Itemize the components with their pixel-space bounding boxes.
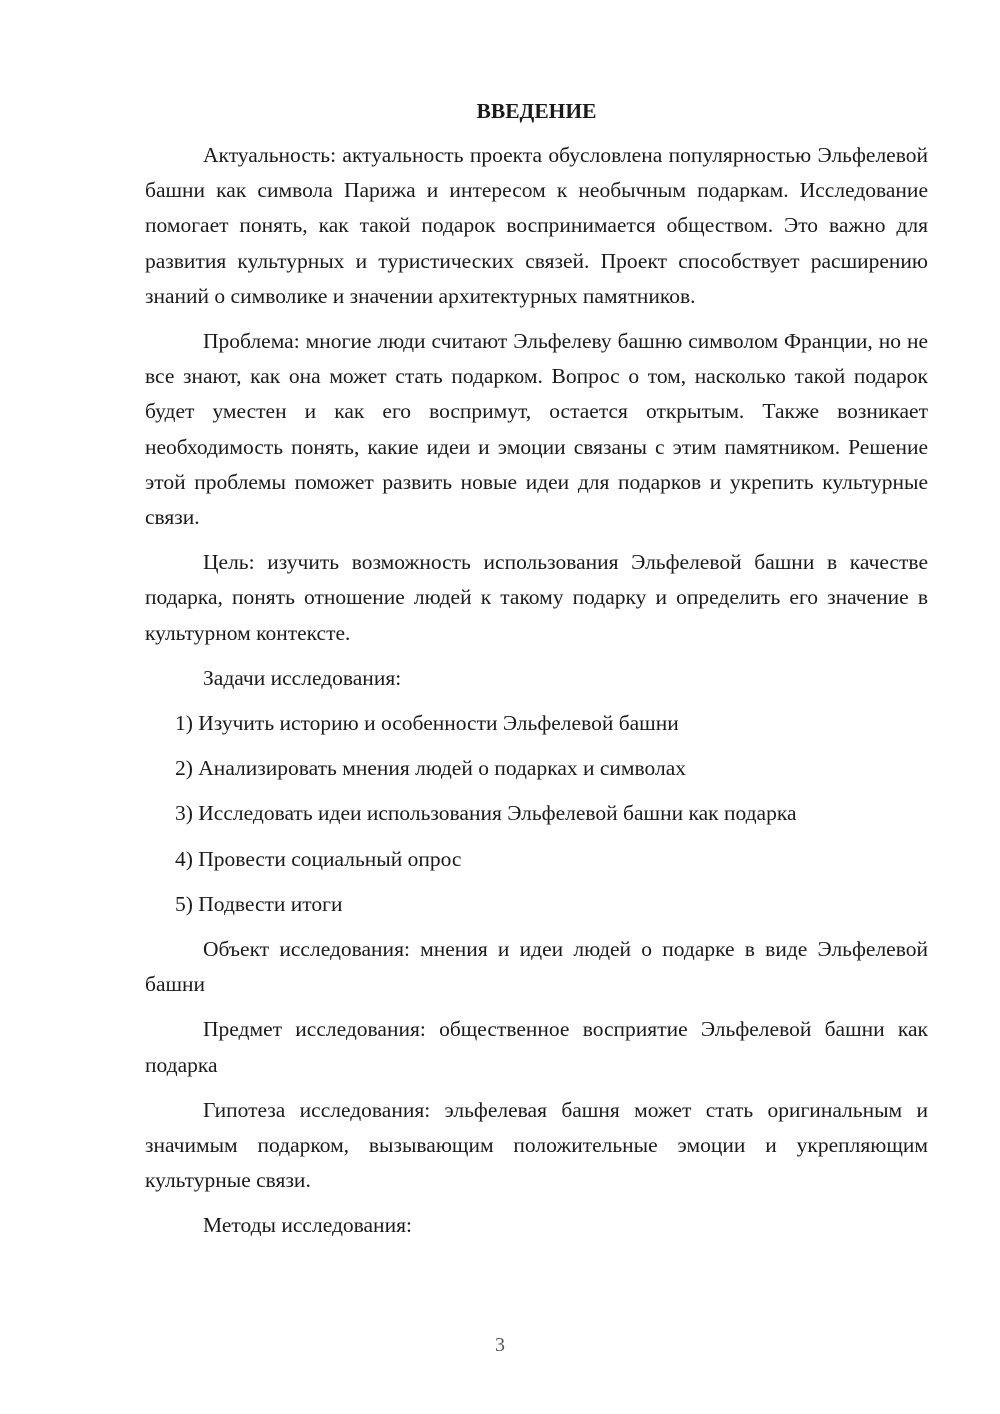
subject-paragraph: Предмет исследования: общественное восприятие Эльфелевой башни как подарка	[145, 1017, 928, 1077]
section-title: ВВЕДЕНИЕ	[476, 99, 597, 123]
document-page	[145, 96, 928, 1244]
list-item: 1) Изучить историю и особенности Эльфелевой башни	[175, 711, 679, 736]
problem-paragraph: Проблема: многие люди считают Эльфелеву башню символом Франции, но не все знают, как она может стать подарком. Вопрос о том, насколько такой подарок будет уместен и как его воспримут, остается открытым. Также возникает необходимость понять, какие идеи и эмоции связаны с этим памятником. Решение этой проблемы поможет развить новые идеи для подарков и укрепить культурные связи.	[145, 329, 928, 530]
object-paragraph: Объект исследования: мнения и идеи людей о подарке в виде Эльфелевой башни	[145, 937, 928, 997]
list-item: 5) Подвести итоги	[175, 891, 343, 916]
goal-paragraph: Цель: изучить возможность использования Эльфелевой башни в качестве подарка, понять отношение людей к такому подарку и определить его значение в культурном контексте.	[145, 550, 928, 645]
page-number: 3	[495, 1334, 505, 1356]
relevance-paragraph: Актуальность: актуальность проекта обусловлена популярностью Эльфелевой башни как символа Парижа и интересом к необычным подаркам. Исследование помогает понять, как такой подарок воспринимается обществом. Это важно для развития культурных и туристических связей. Проект способствует расширению знаний о символике и значении архитектурных памятников.	[145, 143, 928, 308]
list-item: 4) Провести социальный опрос	[175, 846, 462, 871]
list-item: 3) Исследовать идеи использования Эльфелевой башни как подарка	[175, 801, 797, 826]
hypothesis-paragraph: Гипотеза исследования: эльфелевая башня может стать оригинальным и значимым подарком, вызывающим положительные эмоции и укрепляющим культурные связи.	[145, 1097, 928, 1193]
methods-heading: Методы исследования:	[203, 1213, 412, 1238]
list-item: 2) Анализировать мнения людей о подарках и символах	[175, 756, 687, 781]
tasks-heading: Задачи исследования:	[203, 665, 402, 690]
tasks-list	[145, 706, 928, 922]
